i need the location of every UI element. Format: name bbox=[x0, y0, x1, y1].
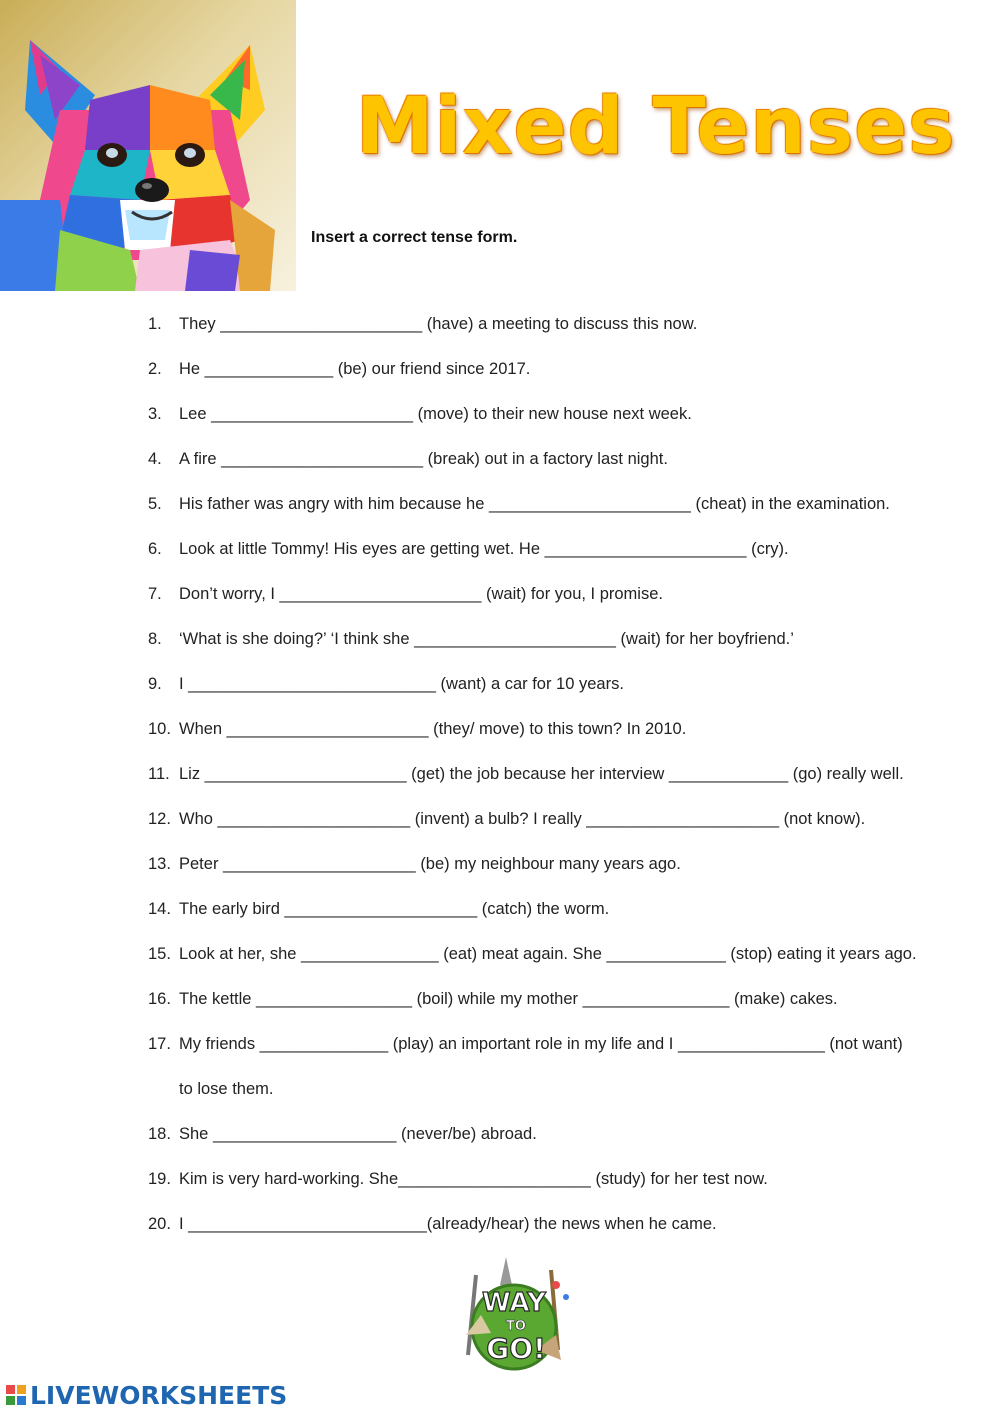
list-item bbox=[148, 493, 948, 538]
logo-text: LIVEWORKSHEETS bbox=[30, 1380, 288, 1410]
question-number: 8. bbox=[148, 630, 162, 648]
list-item bbox=[148, 673, 948, 718]
list-item bbox=[148, 358, 948, 403]
question-text: She ____________________ (never/be) abroad. bbox=[179, 1125, 537, 1143]
list-item bbox=[148, 538, 948, 583]
header-illustration bbox=[0, 0, 296, 291]
question-text: ‘What is she doing?’ ‘I think she ______________________ (wait) for her boyfriend.’ bbox=[179, 630, 794, 648]
question-number: 5. bbox=[148, 495, 162, 513]
question-number: 19. bbox=[148, 1170, 171, 1188]
question-number: 18. bbox=[148, 1125, 171, 1143]
question-text: When ______________________ (they/ move) to this town? In 2010. bbox=[179, 720, 687, 738]
badge-line-2: TO bbox=[506, 1319, 526, 1334]
question-number: 6. bbox=[148, 540, 162, 558]
list-item bbox=[148, 628, 948, 673]
colorful-dog-illustration bbox=[0, 0, 296, 291]
question-number: 1. bbox=[148, 315, 162, 333]
logo-block bbox=[17, 1396, 26, 1405]
question-number: 7. bbox=[148, 585, 162, 603]
list-item bbox=[148, 943, 948, 988]
question-text: Kim is very hard-working. She_____________________ (study) for her test now. bbox=[179, 1170, 768, 1188]
liveworksheets-logo bbox=[6, 1380, 287, 1410]
question-text: My friends ______________ (play) an important role in my life and I ________________ (not want) bbox=[179, 1035, 903, 1053]
question-number: 3. bbox=[148, 405, 162, 423]
list-item bbox=[148, 898, 948, 943]
question-number: 9. bbox=[148, 675, 162, 693]
list-item bbox=[148, 808, 948, 853]
question-text: He ______________ (be) our friend since 2017. bbox=[179, 360, 531, 378]
question-text: I ___________________________ (want) a car for 10 years. bbox=[179, 675, 624, 693]
list-item bbox=[148, 313, 948, 358]
question-text: I __________________________(already/hear) the news when he came. bbox=[179, 1215, 717, 1233]
question-list bbox=[148, 313, 948, 1258]
badge-line-3: GO! bbox=[486, 1332, 546, 1365]
question-number: 16. bbox=[148, 990, 171, 1008]
question-text: The kettle _________________ (boil) while my mother ________________ (make) cakes. bbox=[179, 990, 838, 1008]
question-number: 2. bbox=[148, 360, 162, 378]
question-number: 11. bbox=[148, 765, 170, 783]
question-text: Lee ______________________ (move) to their new house next week. bbox=[179, 405, 692, 423]
question-text: Look at her, she _______________ (eat) meat again. She _____________ (stop) eating it years ago. bbox=[179, 945, 917, 963]
list-item bbox=[148, 1213, 948, 1258]
question-number: 12. bbox=[148, 810, 171, 828]
list-item bbox=[148, 583, 948, 628]
question-number: 17. bbox=[148, 1035, 171, 1053]
question-text: Don’t worry, I ______________________ (wait) for you, I promise. bbox=[179, 585, 663, 603]
list-item bbox=[148, 763, 948, 808]
list-item bbox=[148, 1123, 948, 1168]
question-number: 20. bbox=[148, 1215, 171, 1233]
list-item bbox=[148, 403, 948, 448]
list-item bbox=[148, 853, 948, 898]
question-text: Who _____________________ (invent) a bulb? I really _____________________ (not know). bbox=[179, 810, 866, 828]
badge-line-1: WAY bbox=[482, 1288, 546, 1318]
question-text: Liz ______________________ (get) the job because her interview _____________ (go) really well. bbox=[179, 765, 904, 783]
list-item bbox=[148, 988, 948, 1033]
question-number: 14. bbox=[148, 900, 171, 918]
question-number: 10. bbox=[148, 720, 171, 738]
page-title: Mixed Tenses bbox=[356, 82, 956, 172]
logo-block bbox=[6, 1385, 15, 1394]
way-to-go-badge bbox=[446, 1255, 581, 1380]
instruction-text: Insert a correct tense form. bbox=[311, 229, 518, 246]
question-text: His father was angry with him because he ______________________ (cheat) in the examination. bbox=[179, 495, 890, 513]
question-text: Peter _____________________ (be) my neighbour many years ago. bbox=[179, 855, 681, 873]
question-number: 4. bbox=[148, 450, 162, 468]
question-number: 15. bbox=[148, 945, 171, 963]
question-text: A fire ______________________ (break) out in a factory last night. bbox=[179, 450, 668, 468]
list-item bbox=[148, 1033, 948, 1123]
question-text: Look at little Tommy! His eyes are getting wet. He ______________________ (cry). bbox=[179, 540, 789, 558]
list-item bbox=[148, 1168, 948, 1213]
question-text: The early bird _____________________ (catch) the worm. bbox=[179, 900, 610, 918]
logo-blocks-icon bbox=[6, 1385, 26, 1405]
logo-block bbox=[6, 1396, 15, 1405]
logo-block bbox=[17, 1385, 26, 1394]
question-text: They ______________________ (have) a meeting to discuss this now. bbox=[179, 315, 698, 333]
list-item bbox=[148, 448, 948, 493]
list-item bbox=[148, 718, 948, 763]
question-number: 13. bbox=[148, 855, 171, 873]
question-text-continuation: to lose them. bbox=[179, 1080, 274, 1098]
